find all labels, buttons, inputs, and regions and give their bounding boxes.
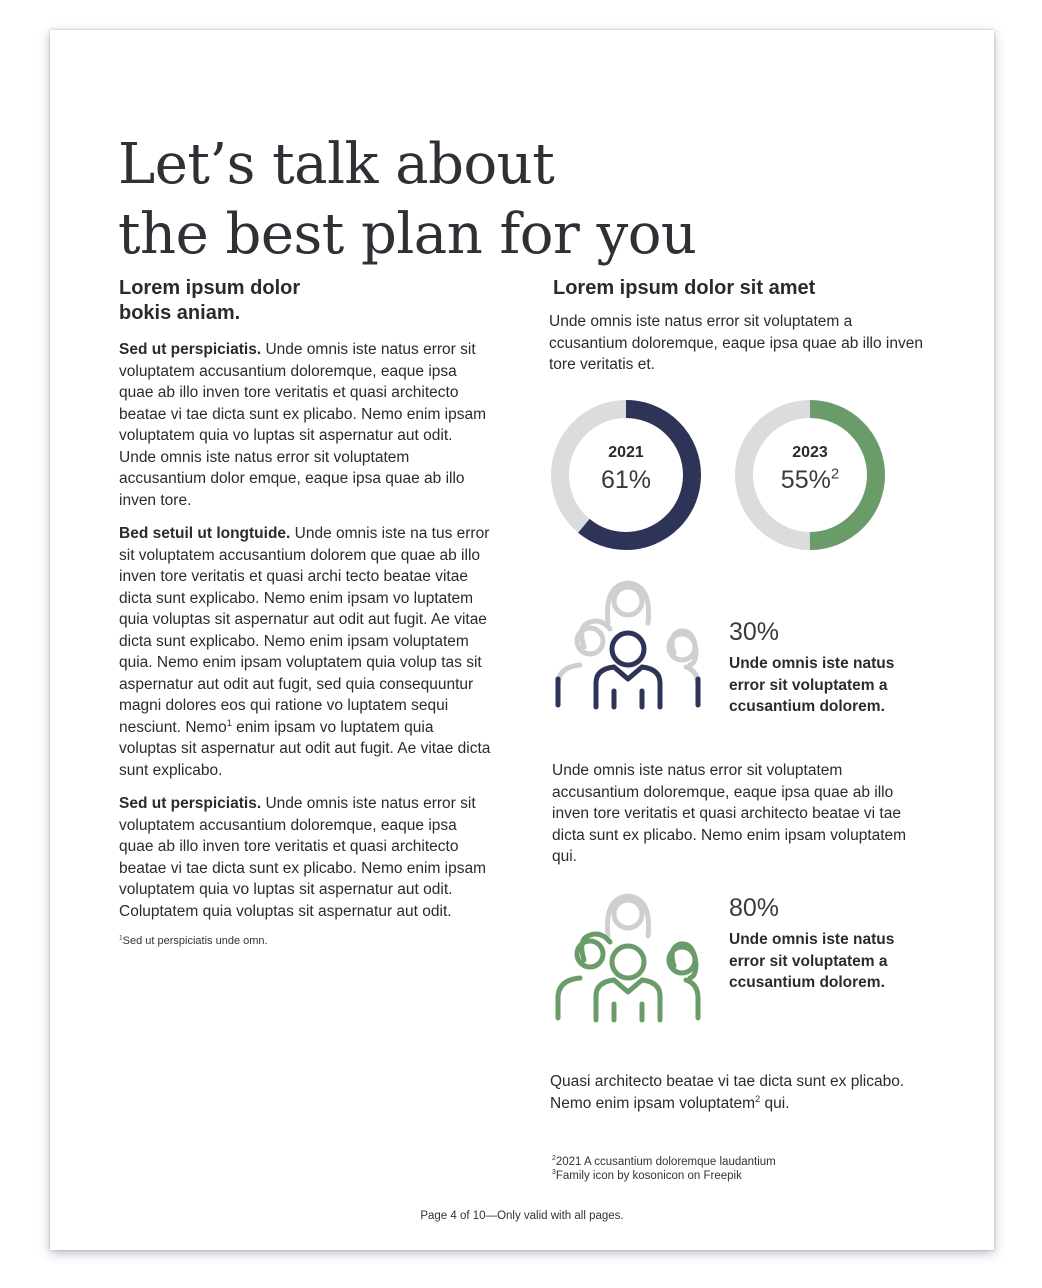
donut-footnote-ref: 2	[830, 465, 840, 483]
p2-footnote-ref: 1	[226, 717, 232, 728]
footnote-3-mark: 3	[552, 1169, 556, 1177]
donut-percent-value-2021: 61%	[600, 466, 652, 494]
p2-text-b: enim ipsam vo luptatem quia voluptas sit aspernatur aut odit aut fugit. Ae vitae dicta sunt explicabo.	[119, 718, 491, 779]
footnote-2-mark: 2	[552, 1155, 556, 1163]
stat-1-number: 30%	[729, 618, 780, 646]
closing-footnote-ref: 2	[755, 1093, 761, 1104]
p2-text-a: Unde omnis iste na tus error sit voluptatem accusantium dolorem que quae ab illo inven tore veritatis et quasi archi tecto beatae vitae dicta sunt explicabo. Nemo enim ipsam vo luptatem quia voluptas sit aspernatur aut odit aut fugit. Ae vitae dicta sunt explicabo. Nemo enim ipsam voluptatem quia. Nemo enim ipsam voluptatem quia volup tas sit aspernatur aut odit aut fugit, sed quia consequuntur magni dolores eos qui ratione vo luptatem sequi nesciunt. Nemo	[119, 525, 490, 736]
stat-1-description: Unde omnis iste natus error sit voluptatem a ccusantium dolorem.	[729, 655, 895, 715]
page-title	[118, 130, 818, 270]
left-footnote-mark: 1	[119, 934, 123, 942]
right-column	[549, 276, 929, 376]
stat-2-description: Unde omnis iste natus error sit voluptatem a ccusantium dolorem.	[729, 931, 895, 991]
p2-lead: Bed setuil ut longtuide.	[119, 525, 291, 542]
p3-text: Unde omnis iste natus error sit voluptatem accusantium doloremque, eaque ipsa quae ab illo inven tore veritatis et quasi architecto beatae vi tae dicta sunt ex plicabo. Nemo enim ipsam voluptatem quia vo luptas sit aspernatur aut odit. Coluptatem quia voluptas sit aspernatur aut odit.	[119, 795, 487, 920]
left-column	[119, 276, 491, 948]
right-closing-text	[550, 1071, 922, 1114]
donut-percent-2023	[733, 466, 887, 495]
right-intro: Unde omnis iste natus error sit voluptatem a ccusantium doloremque, eaque ipsa quae ab illo inven tore veritatis et.	[549, 313, 923, 373]
page-footer: Page 4 of 10—Only valid with all pages.	[420, 1210, 624, 1222]
closing-text-a: Quasi architecto beatae vi tae dicta sunt ex plicabo. Nemo enim ipsam voluptatem	[550, 1073, 905, 1112]
right-middle-text: Unde omnis iste natus error sit voluptatem accusantium doloremque, eaque ipsa quae ab illo inven tore veritatis et quasi architecto beatae vi tae dicta sunt ex plicabo. Nemo enim ipsam voluptatem qui.	[552, 762, 907, 865]
left-heading-line-2: bokis aniam.	[119, 302, 241, 324]
closing-text-b: qui.	[760, 1094, 790, 1112]
stat-2-number: 80%	[729, 894, 780, 922]
stat-block-1	[729, 617, 929, 718]
title-line-1: Let’s talk about	[118, 131, 555, 197]
p1-lead: Sed ut perspiciatis.	[119, 341, 262, 358]
donut-chart-2023	[733, 398, 887, 552]
donut-percent-value-2023: 55%	[780, 466, 831, 494]
footnote-2-text: 2021 A ccusantium doloremque laudantium	[555, 1156, 776, 1168]
family-icon-green	[548, 888, 708, 1024]
left-footnote	[119, 934, 491, 948]
p1-text: Unde omnis iste natus error sit voluptatem accusantium doloremque, eaque ipsa quae ab illo inven tore veritatis et quasi architecto beatae vi tae dicta sunt ex plicabo. Nemo enim ipsam voluptatem quia vo luptas sit aspernatur aut odit. Unde omnis iste natus error sit voluptatem accusantium dolor emque, eaque ipsa quae ab illo inven tore.	[119, 341, 487, 509]
donut-year-2023: 2023	[792, 444, 828, 461]
left-paragraph-2	[119, 523, 491, 781]
left-heading	[119, 276, 491, 326]
stat-block-2	[729, 893, 929, 994]
donut-chart-2021	[549, 398, 703, 552]
title-line-2: the best plan for you	[118, 201, 697, 267]
family-icon-navy	[548, 575, 708, 711]
p3-lead: Sed ut perspiciatis.	[119, 795, 262, 812]
donut-year-2021: 2021	[608, 444, 644, 461]
left-heading-line-1: Lorem ipsum dolor	[119, 277, 301, 299]
right-footnotes	[552, 1155, 932, 1183]
footnote-2	[552, 1155, 932, 1169]
left-footnote-text: Sed ut perspiciatis unde omn.	[122, 935, 268, 947]
donut-percent-2021	[549, 466, 703, 495]
document-page	[50, 30, 994, 1250]
footnote-3-text: Family icon by kosonicon on Freepik	[555, 1170, 742, 1182]
footnote-3	[552, 1169, 932, 1183]
left-paragraph-3	[119, 793, 491, 922]
left-paragraph-1	[119, 339, 491, 511]
right-heading: Lorem ipsum dolor sit amet	[553, 277, 816, 299]
